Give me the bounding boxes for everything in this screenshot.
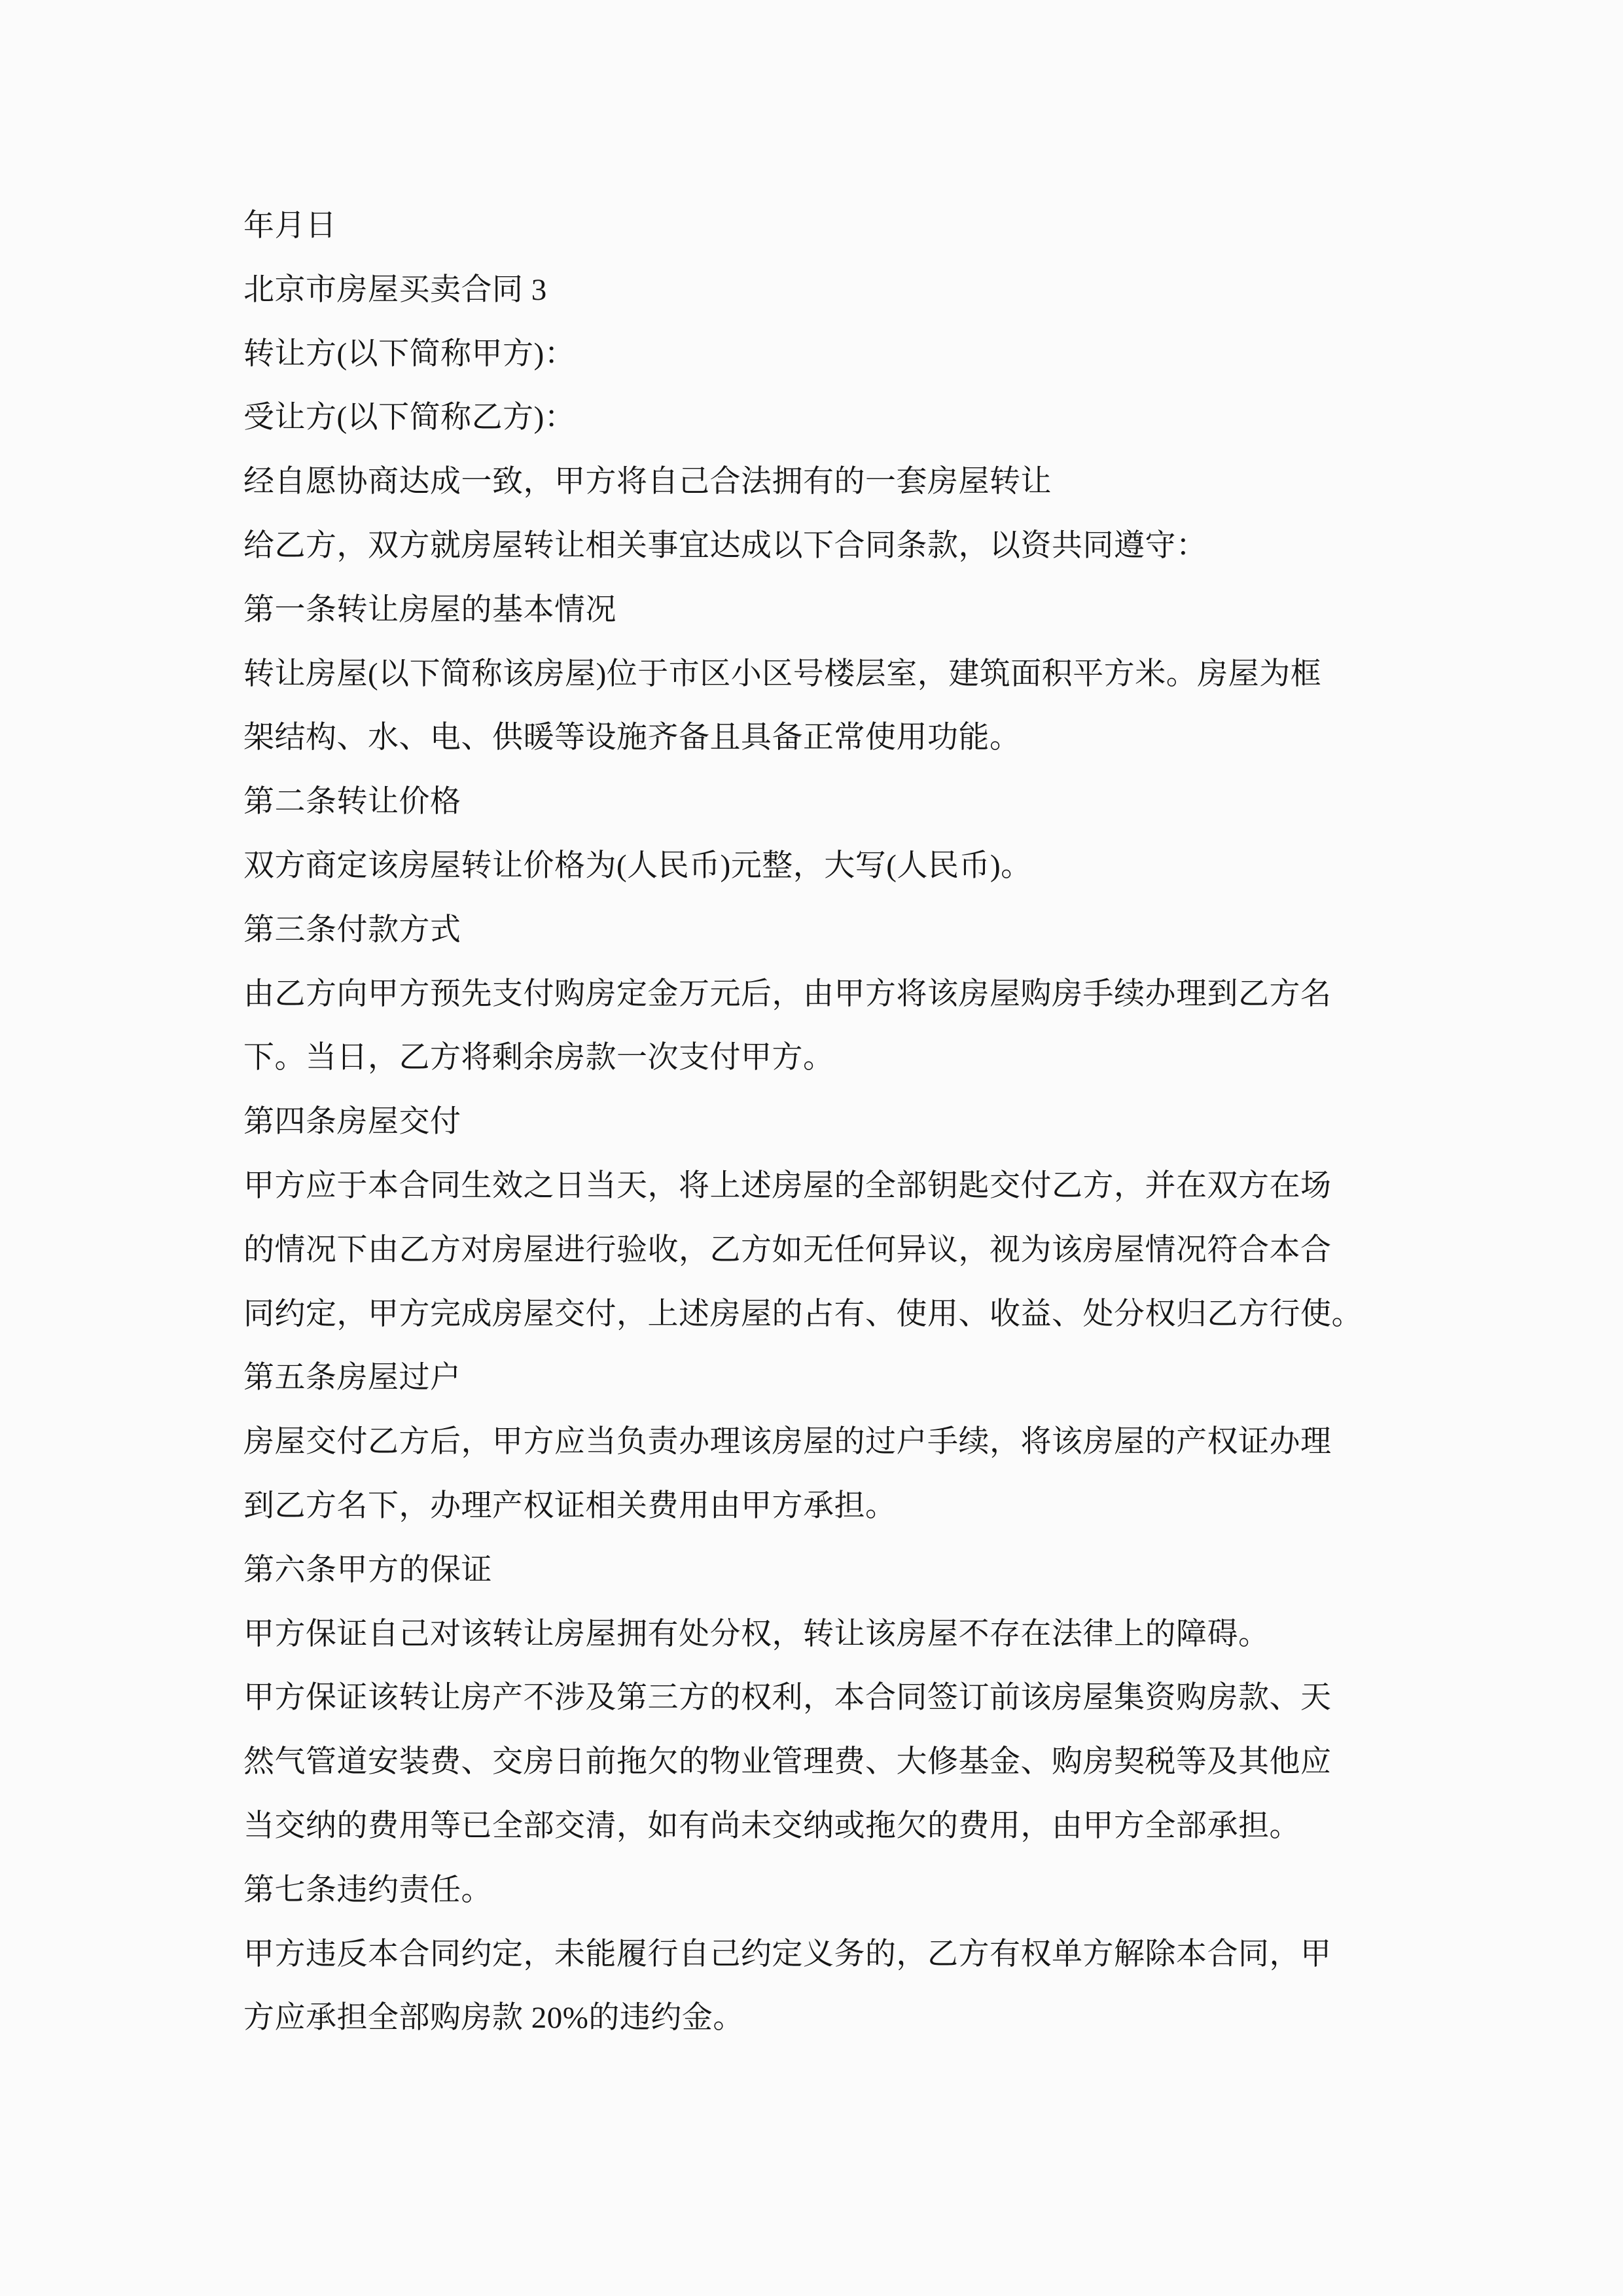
text-line: 房屋交付乙方后，甲方应当负责办理该房屋的过户手续，将该房屋的产权证办理: [243, 1425, 1332, 1460]
text-line: 第七条违约责任。: [243, 1873, 492, 1907]
text-line: 由乙方向甲方预先支付购房定金万元后，由甲方将该房屋购房手续办理到乙方名: [243, 977, 1332, 1011]
text-line: 甲方应于本合同生效之日当天，将上述房屋的全部钥匙交付乙方，并在双方在场: [243, 1168, 1332, 1203]
text-line: 转让房屋(以下简称该房屋)位于市区小区号楼层室，建筑面积平方米。房屋为框: [243, 656, 1322, 691]
text-line: 甲方违反本合同约定，未能履行自己约定义务的，乙方有权单方解除本合同，甲: [243, 1937, 1332, 1971]
text-line: 方应承担全部购房款 20%的违约金。: [243, 2001, 744, 2036]
text-line: 当交纳的费用等已全部交清，如有尚未交纳或拖欠的费用，由甲方全部承担。: [243, 1808, 1300, 1843]
text-line: 第一条转让房屋的基本情况: [243, 592, 616, 627]
text-line: 转让方(以下简称甲方)：: [243, 336, 576, 371]
text-line: 的情况下由乙方对房屋进行验收，乙方如无任何异议，视为该房屋情况符合本合: [243, 1232, 1332, 1267]
text-line: 第四条房屋交付: [243, 1105, 461, 1139]
text-line: 年月日: [243, 209, 337, 243]
text-line: 经自愿协商达成一致，甲方将自己合法拥有的一套房屋转让: [243, 465, 1052, 499]
text-line: 第六条甲方的保证: [243, 1552, 492, 1587]
text-line: 北京市房屋买卖合同 3: [243, 272, 547, 307]
document-text: [243, 194, 1395, 2051]
text-line: 到乙方名下，办理产权证相关费用由甲方承担。: [243, 1488, 897, 1523]
text-line: 受让方(以下简称乙方)：: [243, 401, 576, 435]
text-line: 架结构、水、电、供暖等设施齐备且具备正常使用功能。: [243, 721, 1021, 755]
text-line: 第五条房屋过户: [243, 1361, 461, 1395]
text-line: 双方商定该房屋转让价格为(人民币)元整，大写(人民币)。: [243, 848, 1032, 883]
text-line: 然气管道安装费、交房日前拖欠的物业管理费、大修基金、购房契税等及其他应: [243, 1745, 1332, 1780]
text-line: 给乙方，双方就房屋转让相关事宜达成以下合同条款，以资共同遵守：: [243, 528, 1207, 563]
text-line: 甲方保证该转让房产不涉及第三方的权利，本合同签订前该房屋集资购房款、天: [243, 1681, 1332, 1715]
text-line: 甲方保证自己对该转让房屋拥有处分权，转让该房屋不存在法律上的障碍。: [243, 1617, 1270, 1651]
text-line: 同约定，甲方完成房屋交付，上述房屋的占有、使用、收益、处分权归乙方行使。: [243, 1297, 1363, 1331]
text-line: 第二条转让价格: [243, 785, 461, 819]
text-line: 第三条付款方式: [243, 912, 461, 947]
text-line: 下。当日，乙方将剩余房款一次支付甲方。: [243, 1041, 834, 1075]
